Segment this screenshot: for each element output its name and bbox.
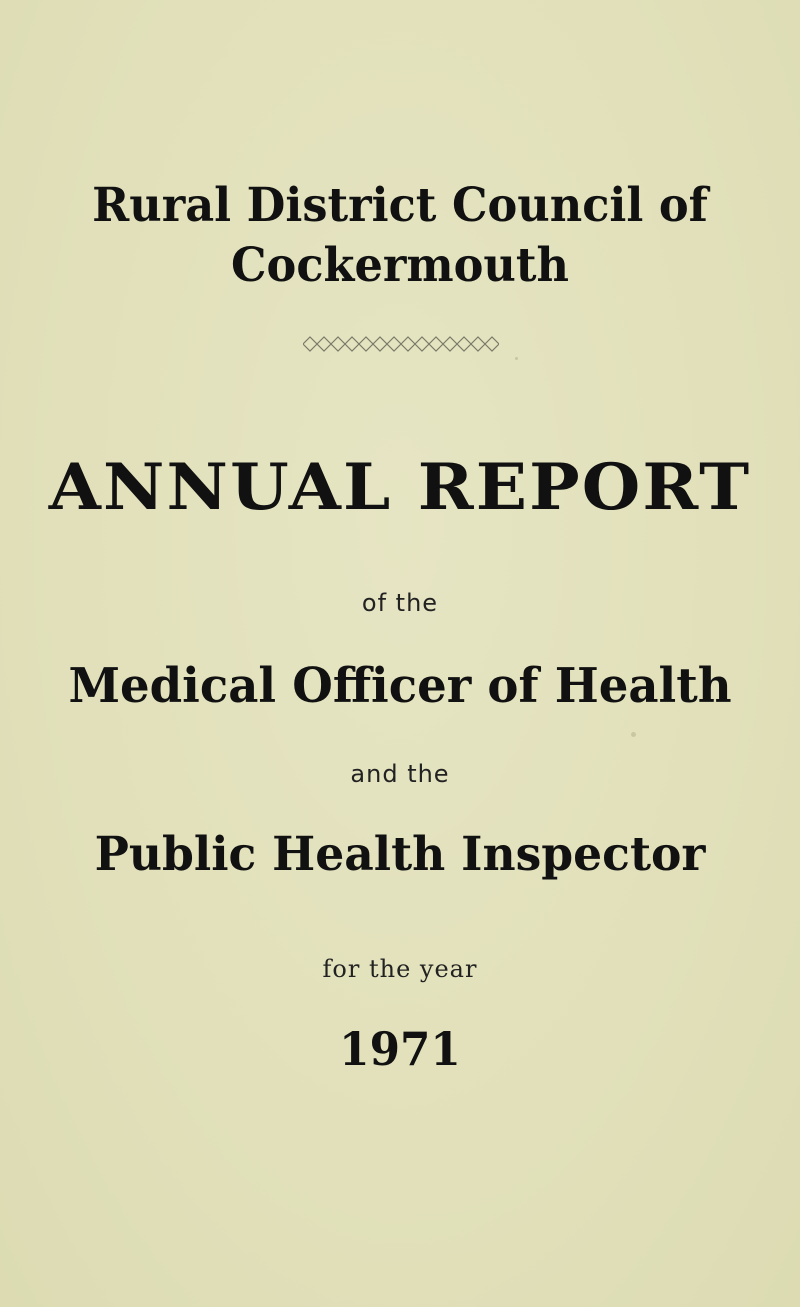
report-year: 1971 (339, 1022, 461, 1076)
council-name-line-1: Rural District Council of (92, 178, 708, 233)
diamond-chain-ornament-icon (303, 333, 499, 355)
of-the-text: of the (361, 589, 439, 617)
paper-speck (631, 732, 636, 737)
inspector-title: Public Health Inspector (94, 827, 706, 882)
council-name-line-2: Cockermouth (231, 238, 569, 293)
officer-title: Medical Officer of Health (68, 658, 732, 714)
paper-speck (515, 357, 518, 360)
for-the-year-text: for the year (322, 955, 478, 983)
and-the-text: and the (350, 760, 450, 788)
report-title: ANNUAL REPORT (48, 450, 752, 525)
